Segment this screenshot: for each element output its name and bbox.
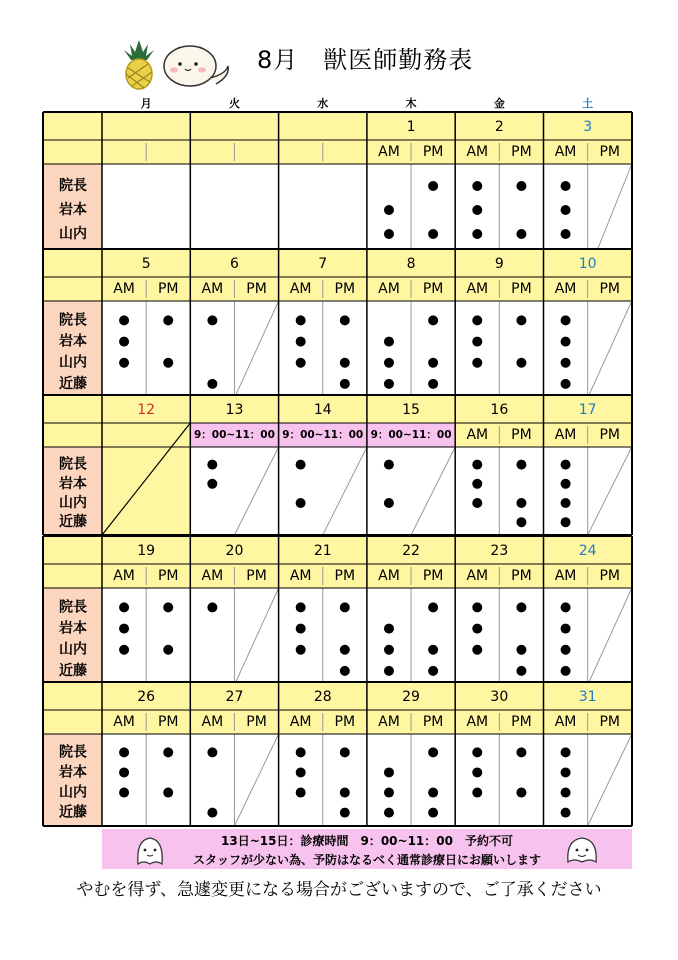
am-label: AM: [466, 568, 489, 584]
pm-label: PM: [334, 568, 356, 584]
date-cell: [190, 112, 278, 140]
on-duty-dot: [561, 181, 571, 191]
on-duty-dot: [428, 788, 438, 798]
weekday-label: 土: [582, 97, 594, 110]
date-cell: [279, 112, 367, 140]
date-number: 23: [490, 543, 509, 559]
am-label: AM: [201, 714, 224, 730]
on-duty-dot: [561, 205, 571, 215]
on-duty-dot: [296, 767, 306, 777]
date-number: 10: [578, 256, 597, 272]
session-time-label: 9：00~11：00: [370, 429, 452, 441]
on-duty-dot: [119, 602, 129, 612]
on-duty-dot: [340, 666, 350, 676]
footer-request-note: スタッフが少ない為、予防はなるべく通常診療日にお願いします: [192, 853, 541, 867]
on-duty-dot: [384, 460, 394, 470]
on-duty-dot: [472, 315, 482, 325]
weekday-label: 火: [228, 97, 240, 110]
am-label: AM: [289, 568, 312, 584]
date-number: 12: [137, 402, 156, 418]
on-duty-dot: [472, 624, 482, 634]
staff-name: 山内: [59, 495, 87, 511]
label-header-cell: [43, 536, 102, 588]
pm-label: PM: [511, 714, 532, 730]
on-duty-dot: [472, 205, 482, 215]
date-number: 13: [225, 402, 244, 418]
on-duty-dot: [472, 602, 482, 612]
on-duty-dot: [472, 645, 482, 655]
on-duty-dot: [163, 358, 173, 368]
on-duty-dot: [516, 181, 526, 191]
pm-label: PM: [599, 568, 620, 584]
staff-name: 院長: [59, 599, 87, 616]
on-duty-dot: [472, 788, 482, 798]
staff-name: 山内: [59, 226, 87, 242]
session-time-label: 9：00~11：00: [282, 429, 364, 441]
on-duty-dot: [384, 205, 394, 215]
on-duty-dot: [472, 358, 482, 368]
pm-closed-slash: [323, 447, 367, 535]
on-duty-dot: [561, 229, 571, 239]
label-header-cell: [43, 395, 102, 447]
date-number: 27: [225, 689, 244, 705]
am-label: AM: [378, 568, 400, 584]
pm-label: PM: [246, 714, 267, 730]
pm-label: PM: [157, 568, 179, 584]
on-duty-dot: [207, 602, 217, 612]
on-duty-dot: [561, 358, 571, 368]
staff-name: 岩本: [59, 764, 87, 781]
on-duty-dot: [296, 645, 306, 655]
date-number: 5: [141, 256, 151, 272]
on-duty-dot: [119, 315, 129, 325]
on-duty-dot: [428, 379, 438, 389]
on-duty-dot: [428, 666, 438, 676]
staff-name: 院長: [59, 178, 87, 194]
on-duty-dot: [207, 808, 217, 818]
pm-closed-slash: [588, 588, 632, 685]
on-duty-dot: [428, 358, 438, 368]
staff-name: 近藤: [59, 375, 87, 392]
on-duty-dot: [119, 788, 129, 798]
on-duty-dot: [472, 337, 482, 347]
am-label: AM: [113, 568, 135, 584]
on-duty-dot: [516, 517, 526, 527]
am-label: AM: [554, 144, 577, 160]
on-duty-dot: [561, 460, 571, 470]
pm-label: PM: [599, 714, 620, 730]
date-number: 30: [490, 689, 509, 705]
on-duty-dot: [384, 498, 394, 508]
on-duty-dot: [428, 808, 438, 818]
on-duty-dot: [561, 788, 571, 798]
on-duty-dot: [561, 624, 571, 634]
weekday-label: 月: [140, 97, 152, 110]
staff-name: 岩本: [59, 620, 87, 637]
am-label: AM: [554, 568, 577, 584]
pm-label: PM: [246, 281, 267, 297]
am-label: AM: [466, 281, 489, 297]
on-duty-dot: [119, 337, 129, 347]
on-duty-dot: [340, 602, 350, 612]
date-number: 19: [137, 543, 156, 559]
on-duty-dot: [384, 337, 394, 347]
on-duty-dot: [296, 358, 306, 368]
on-duty-dot: [472, 181, 482, 191]
on-duty-dot: [472, 498, 482, 508]
staff-name: 院長: [59, 456, 87, 473]
date-number: 14: [313, 402, 332, 418]
on-duty-dot: [516, 229, 526, 239]
date-number: 8: [406, 256, 416, 272]
weekday-label: 木: [405, 97, 417, 110]
on-duty-dot: [428, 315, 438, 325]
date-number: 28: [313, 689, 332, 705]
on-duty-dot: [296, 602, 306, 612]
am-label: AM: [378, 281, 400, 297]
on-duty-dot: [561, 767, 571, 777]
date-number: 31: [578, 689, 597, 705]
on-duty-dot: [340, 379, 350, 389]
on-duty-dot: [428, 602, 438, 612]
on-duty-dot: [384, 808, 394, 818]
pm-closed-slash: [234, 447, 278, 535]
weekday-label: 水: [317, 97, 329, 110]
on-duty-dot: [296, 498, 306, 508]
date-number: 9: [494, 256, 504, 272]
on-duty-dot: [516, 315, 526, 325]
pm-label: PM: [511, 427, 532, 443]
am-label: AM: [201, 568, 224, 584]
on-duty-dot: [340, 788, 350, 798]
session-time-label: 9：00~11：00: [193, 429, 275, 441]
on-duty-dot: [384, 358, 394, 368]
pm-closed-slash: [411, 447, 455, 535]
on-duty-dot: [428, 229, 438, 239]
on-duty-dot: [119, 645, 129, 655]
on-duty-dot: [516, 645, 526, 655]
date-number: 26: [137, 689, 156, 705]
on-duty-dot: [561, 602, 571, 612]
on-duty-dot: [340, 645, 350, 655]
am-label: AM: [113, 281, 135, 297]
date-number: 21: [313, 543, 332, 559]
pm-label: PM: [511, 281, 532, 297]
staff-name: 岩本: [59, 475, 87, 492]
on-duty-dot: [384, 767, 394, 777]
staff-name: 院長: [59, 744, 87, 761]
pm-label: PM: [334, 714, 356, 730]
date-number: 17: [578, 402, 597, 418]
closing-note: やむを得ず、急遽変更になる場合がございますので、ご了承ください: [76, 880, 602, 900]
date-number: 1: [406, 119, 416, 135]
pm-label: PM: [334, 281, 356, 297]
on-duty-dot: [561, 379, 571, 389]
on-duty-dot: [296, 337, 306, 347]
staff-name: 山内: [59, 354, 87, 371]
pm-closed-slash: [588, 447, 632, 535]
on-duty-dot: [340, 315, 350, 325]
am-label: AM: [466, 714, 489, 730]
date-cell: [102, 112, 190, 140]
on-duty-dot: [428, 747, 438, 757]
on-duty-dot: [384, 379, 394, 389]
on-duty-dot: [163, 645, 173, 655]
pm-closed-slash: [588, 734, 632, 826]
on-duty-dot: [207, 460, 217, 470]
on-duty-dot: [472, 747, 482, 757]
pm-closed-slash: [234, 588, 278, 685]
on-duty-dot: [119, 358, 129, 368]
on-duty-dot: [561, 666, 571, 676]
staff-name: 岩本: [59, 202, 87, 218]
date-number: 6: [229, 256, 239, 272]
date-number: 3: [583, 119, 593, 135]
on-duty-dot: [340, 808, 350, 818]
on-duty-dot: [384, 229, 394, 239]
am-label: AM: [378, 144, 400, 160]
staff-name: 岩本: [59, 333, 87, 350]
on-duty-dot: [384, 788, 394, 798]
page-title: 8月 獣医師勤務表: [257, 46, 474, 74]
pm-label: PM: [511, 568, 532, 584]
pm-label: PM: [599, 144, 620, 160]
on-duty-dot: [561, 517, 571, 527]
on-duty-dot: [119, 624, 129, 634]
staff-name: 山内: [59, 641, 87, 658]
date-number: 2: [494, 119, 504, 135]
on-duty-dot: [561, 645, 571, 655]
on-duty-dot: [428, 645, 438, 655]
on-duty-dot: [163, 602, 173, 612]
am-label: AM: [113, 714, 135, 730]
label-header-cell: [43, 112, 102, 164]
on-duty-dot: [561, 479, 571, 489]
on-duty-dot: [384, 624, 394, 634]
pm-label: PM: [422, 144, 444, 160]
date-number: 20: [225, 543, 244, 559]
pm-label: PM: [422, 281, 444, 297]
on-duty-dot: [428, 181, 438, 191]
on-duty-dot: [207, 315, 217, 325]
on-duty-dot: [207, 379, 217, 389]
on-duty-dot: [516, 788, 526, 798]
footer-hours-note: 13日~15日：診療時間 9：00~11：00 予約不可: [221, 834, 513, 848]
on-duty-dot: [296, 624, 306, 634]
date-number: 7: [318, 256, 328, 272]
am-label: AM: [554, 281, 577, 297]
am-label: AM: [378, 714, 400, 730]
on-duty-dot: [296, 315, 306, 325]
on-duty-dot: [207, 479, 217, 489]
label-header-cell: [43, 682, 102, 734]
on-duty-dot: [296, 788, 306, 798]
staff-name: 近藤: [59, 514, 87, 531]
on-duty-dot: [516, 358, 526, 368]
am-label: AM: [289, 714, 312, 730]
pm-closed-slash: [588, 301, 632, 398]
on-duty-dot: [207, 747, 217, 757]
on-duty-dot: [163, 788, 173, 798]
on-duty-dot: [296, 747, 306, 757]
on-duty-dot: [384, 645, 394, 655]
am-label: AM: [201, 281, 224, 297]
on-duty-dot: [561, 808, 571, 818]
am-label: AM: [466, 144, 489, 160]
pm-label: PM: [422, 568, 444, 584]
staff-name: 近藤: [59, 804, 87, 821]
am-label: AM: [466, 427, 489, 443]
pm-label: PM: [422, 714, 444, 730]
pm-label: PM: [599, 281, 620, 297]
pm-closed-slash: [234, 734, 278, 826]
on-duty-dot: [119, 767, 129, 777]
on-duty-dot: [516, 602, 526, 612]
date-number: 22: [402, 543, 420, 559]
am-label: AM: [554, 427, 577, 443]
on-duty-dot: [561, 747, 571, 757]
pm-label: PM: [157, 281, 179, 297]
on-duty-dot: [340, 358, 350, 368]
pm-label: PM: [246, 568, 267, 584]
on-duty-dot: [516, 460, 526, 470]
am-label: AM: [554, 714, 577, 730]
pm-label: PM: [599, 427, 620, 443]
pm-closed-slash: [234, 301, 278, 398]
on-duty-dot: [472, 229, 482, 239]
on-duty-dot: [119, 747, 129, 757]
on-duty-dot: [561, 337, 571, 347]
pm-label: PM: [511, 144, 532, 160]
on-duty-dot: [516, 666, 526, 676]
on-duty-dot: [561, 315, 571, 325]
label-header-cell: [43, 249, 102, 301]
date-number: 15: [402, 402, 420, 418]
date-number: 16: [490, 402, 509, 418]
on-duty-dot: [472, 460, 482, 470]
staff-name: 院長: [59, 312, 87, 329]
date-number: 24: [578, 543, 597, 559]
on-duty-dot: [472, 479, 482, 489]
staff-name: 山内: [59, 784, 87, 801]
on-duty-dot: [163, 747, 173, 757]
on-duty-dot: [163, 315, 173, 325]
am-label: AM: [289, 281, 312, 297]
on-duty-dot: [516, 747, 526, 757]
staff-name: 近藤: [59, 662, 87, 679]
on-duty-dot: [296, 460, 306, 470]
weekday-label: 金: [493, 97, 505, 110]
on-duty-dot: [340, 747, 350, 757]
on-duty-dot: [384, 666, 394, 676]
on-duty-dot: [561, 498, 571, 508]
on-duty-dot: [516, 498, 526, 508]
pm-label: PM: [157, 714, 179, 730]
date-number: 29: [402, 689, 420, 705]
on-duty-dot: [472, 767, 482, 777]
